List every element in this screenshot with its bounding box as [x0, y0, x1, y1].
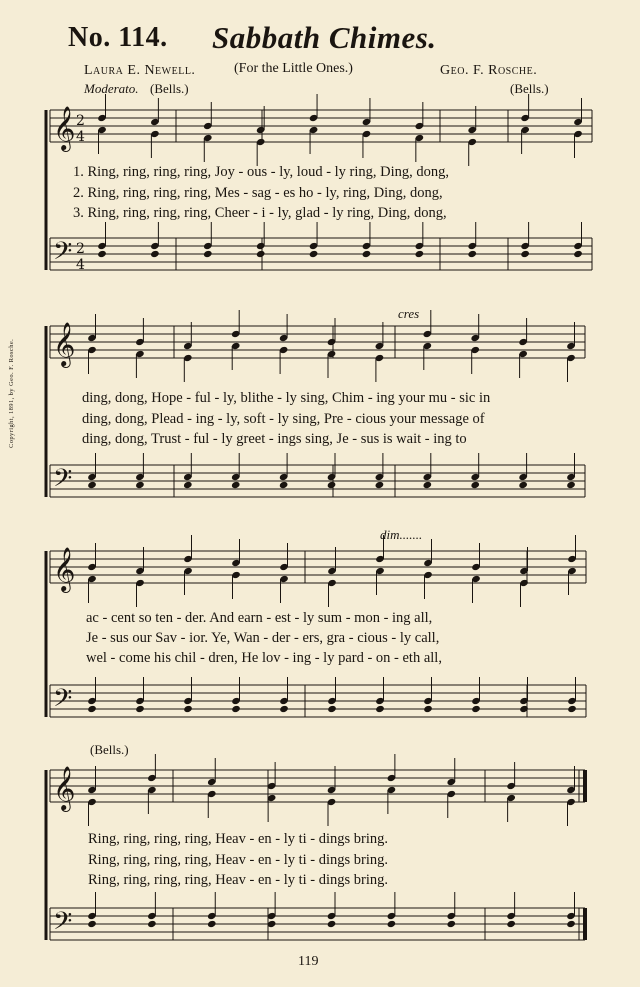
note-head — [135, 705, 145, 713]
treble-clef: 𝄞 — [53, 547, 76, 591]
note-head — [423, 481, 433, 489]
composer-credit: Geo. F. Rosche. — [440, 63, 538, 78]
note-head — [362, 250, 372, 258]
lyric-line: wel - come his chil - dren, He lov - ing - ly pard - on - eth all, — [86, 650, 442, 666]
hymn-number: No. 114. — [68, 22, 168, 53]
note-head — [471, 705, 481, 713]
note-head — [467, 250, 477, 258]
note-head — [150, 250, 160, 258]
lyric-line: ding, dong, Hope - ful - ly, blithe - ly sing, Chim - ing your mu - sic in — [82, 390, 491, 406]
note-head — [183, 705, 193, 713]
note-head — [87, 481, 97, 489]
note-head — [567, 705, 577, 713]
lyric-line: 1. Ring, ring, ring, ring, Joy - ous - ly, loud - ly ring, Ding, dong, — [73, 164, 450, 180]
bells-direction-right: (Bells.) — [510, 81, 549, 96]
note-head — [566, 920, 576, 928]
note-head — [520, 250, 530, 258]
note-head — [279, 481, 289, 489]
note-head — [423, 705, 433, 713]
note-head — [327, 705, 337, 713]
note-head — [87, 920, 97, 928]
note-head — [573, 250, 583, 258]
note-head — [327, 920, 337, 928]
note-head — [566, 481, 576, 489]
note-head — [387, 920, 397, 928]
note-head — [207, 920, 217, 928]
note-head — [256, 250, 266, 258]
time-signature: 4 — [76, 257, 85, 273]
lyric-line: 2. Ring, ring, ring, ring, Mes - sag - es ho - ly, ring, Ding, dong, — [73, 185, 443, 201]
lyricist-credit: Laura E. Newell. — [84, 63, 196, 78]
note-head — [87, 705, 97, 713]
note-head — [375, 705, 385, 713]
note-head — [97, 250, 107, 258]
time-signature: 2 — [76, 113, 85, 129]
bass-clef: 𝄢 — [53, 684, 73, 719]
lyric-line: Ring, ring, ring, ring, Heav - en - ly ti - dings bring. — [88, 872, 389, 888]
time-signature: 2 — [76, 241, 85, 257]
treble-clef: 𝄞 — [53, 766, 76, 810]
note-head — [135, 481, 145, 489]
bells-direction-last: (Bells.) — [90, 742, 129, 757]
bass-clef: 𝄢 — [53, 237, 73, 272]
note-head — [506, 920, 516, 928]
lyric-line: ding, dong, Plead - ing - ly, soft - ly sing, Pre - cious your message of — [82, 411, 485, 427]
lyric-line: ac - cent so ten - der. And earn - est - ly sum - mon - ing all, — [86, 610, 433, 626]
lyric-line: Je - sus our Sav - ior. Ye, Wan - der - ers, gra - cious - ly call, — [86, 630, 440, 646]
note-head — [203, 250, 213, 258]
diminuendo-marking: dim....... — [380, 527, 423, 542]
note-head — [518, 481, 528, 489]
note-head — [309, 250, 319, 258]
bass-clef: 𝄢 — [53, 464, 73, 499]
note-head — [446, 920, 456, 928]
crescendo-marking: cres — [398, 306, 420, 321]
lyric-line: 3. Ring, ring, ring, ring, Cheer - i - ly, glad - ly ring, Ding, dong, — [73, 205, 447, 221]
note-head — [415, 250, 425, 258]
note-head — [231, 705, 241, 713]
treble-clef: 𝄞 — [53, 106, 76, 150]
treble-clef: 𝄞 — [53, 322, 76, 366]
bass-clef: 𝄢 — [53, 907, 73, 942]
note-head — [183, 481, 193, 489]
note-head — [147, 920, 157, 928]
note-head — [470, 481, 480, 489]
time-signature: 4 — [76, 129, 85, 145]
note-head — [231, 481, 241, 489]
note-head — [327, 481, 337, 489]
tempo-marking: Moderato. — [84, 81, 139, 96]
lyric-line: Ring, ring, ring, ring, Heav - en - ly ti - dings bring. — [88, 852, 389, 868]
lyric-line: Ring, ring, ring, ring, Heav - en - ly ti - dings bring. — [88, 831, 389, 847]
hymn-title: Sabbath Chimes. — [212, 20, 437, 55]
copyright-notice: Copyright, 1891, by Geo. F. Rosche. — [8, 338, 15, 448]
bells-direction-left: (Bells.) — [150, 81, 189, 96]
note-head — [279, 705, 289, 713]
lyric-line: ding, dong, Trust - ful - ly greet - ings sing, Je - sus is wait - ing to — [82, 431, 467, 447]
page-number: 119 — [298, 954, 319, 969]
hymn-subtitle: (For the Little Ones.) — [234, 61, 353, 76]
note-head — [375, 481, 385, 489]
